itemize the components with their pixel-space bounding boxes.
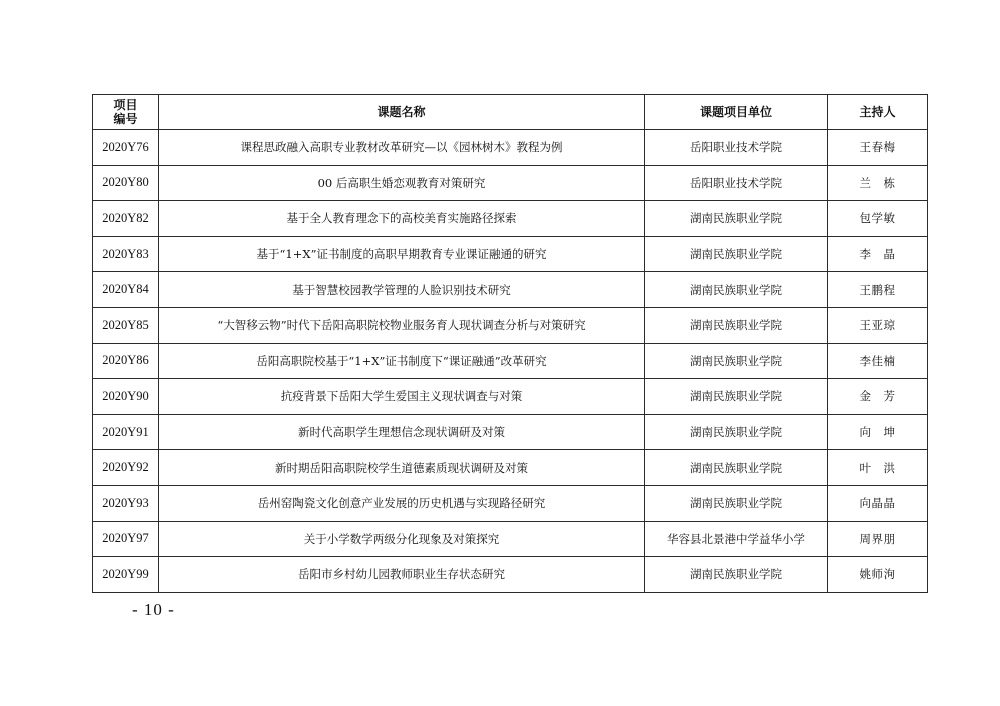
project-title: 基于全人教育理念下的高校美育实施路径探索 xyxy=(159,201,645,237)
table-body xyxy=(93,130,928,593)
project-unit: 湖南民族职业学院 xyxy=(645,236,828,272)
table-row xyxy=(93,414,928,450)
page-number: - 10 - xyxy=(132,600,175,619)
header-project-title: 课题名称 xyxy=(159,95,645,130)
project-unit: 湖南民族职业学院 xyxy=(645,272,828,308)
project-host: 兰 栋 xyxy=(828,165,928,201)
project-host: 向 坤 xyxy=(828,414,928,450)
project-title: 新时代高职学生理想信念现状调研及对策 xyxy=(159,414,645,450)
header-code-line1: 项目 xyxy=(113,98,138,112)
project-host: 包学敏 xyxy=(828,201,928,237)
table-row xyxy=(93,343,928,379)
header-project-unit: 课题项目单位 xyxy=(645,95,828,130)
project-code: 2020Y92 xyxy=(93,450,159,486)
project-unit: 湖南民族职业学院 xyxy=(645,201,828,237)
project-title: “大智移云物”时代下岳阳高职院校物业服务育人现状调查分析与对策研究 xyxy=(159,307,645,343)
project-code: 2020Y99 xyxy=(93,557,159,593)
project-host: 李 晶 xyxy=(828,236,928,272)
project-code: 2020Y86 xyxy=(93,343,159,379)
table-row xyxy=(93,165,928,201)
project-code: 2020Y80 xyxy=(93,165,159,201)
project-unit: 湖南民族职业学院 xyxy=(645,343,828,379)
project-unit: 湖南民族职业学院 xyxy=(645,450,828,486)
project-title: 关于小学数学两级分化现象及对策探究 xyxy=(159,521,645,557)
project-host: 姚师洵 xyxy=(828,557,928,593)
project-title: 基于“1+X”证书制度的高职早期教育专业课证融通的研究 xyxy=(159,236,645,272)
project-title: 抗疫背景下岳阳大学生爱国主义现状调查与对策 xyxy=(159,379,645,415)
project-code: 2020Y82 xyxy=(93,201,159,237)
project-host: 王春梅 xyxy=(828,130,928,166)
table-row xyxy=(93,272,928,308)
project-unit: 湖南民族职业学院 xyxy=(645,307,828,343)
project-table xyxy=(92,94,928,593)
project-title: 岳阳高职院校基于“1+X”证书制度下“课证融通”改革研究 xyxy=(159,343,645,379)
project-title: 岳州窑陶瓷文化创意产业发展的历史机遇与实现路径研究 xyxy=(159,485,645,521)
project-unit: 湖南民族职业学院 xyxy=(645,379,828,415)
project-unit: 湖南民族职业学院 xyxy=(645,485,828,521)
table-row xyxy=(93,485,928,521)
project-title: 课程思政融入高职专业教材改革研究—以《园林树木》教程为例 xyxy=(159,130,645,166)
project-code: 2020Y76 xyxy=(93,130,159,166)
project-unit: 湖南民族职业学院 xyxy=(645,557,828,593)
project-code: 2020Y93 xyxy=(93,485,159,521)
table-row xyxy=(93,521,928,557)
header-code-line2: 编号 xyxy=(113,112,138,126)
project-host: 王鹏程 xyxy=(828,272,928,308)
table-row xyxy=(93,201,928,237)
table-row xyxy=(93,307,928,343)
project-host: 向晶晶 xyxy=(828,485,928,521)
project-title: 岳阳市乡村幼儿园教师职业生存状态研究 xyxy=(159,557,645,593)
table-row xyxy=(93,236,928,272)
project-unit: 华容县北景港中学益华小学 xyxy=(645,521,828,557)
table-row xyxy=(93,130,928,166)
project-host: 周界朋 xyxy=(828,521,928,557)
table-row xyxy=(93,557,928,593)
project-title: 00 后高职生婚恋观教育对策研究 xyxy=(159,165,645,201)
project-host: 叶 洪 xyxy=(828,450,928,486)
header-project-code xyxy=(93,95,159,130)
project-code: 2020Y90 xyxy=(93,379,159,415)
project-host: 金 芳 xyxy=(828,379,928,415)
project-title: 新时期岳阳高职院校学生道德素质现状调研及对策 xyxy=(159,450,645,486)
project-code: 2020Y97 xyxy=(93,521,159,557)
project-code: 2020Y85 xyxy=(93,307,159,343)
project-unit: 岳阳职业技术学院 xyxy=(645,130,828,166)
project-code: 2020Y84 xyxy=(93,272,159,308)
header-project-host: 主持人 xyxy=(828,95,928,130)
project-unit: 岳阳职业技术学院 xyxy=(645,165,828,201)
project-code: 2020Y91 xyxy=(93,414,159,450)
project-code: 2020Y83 xyxy=(93,236,159,272)
table-header xyxy=(93,95,928,130)
project-unit: 湖南民族职业学院 xyxy=(645,414,828,450)
table-row xyxy=(93,379,928,415)
project-host: 李佳楠 xyxy=(828,343,928,379)
project-title: 基于智慧校园教学管理的人脸识别技术研究 xyxy=(159,272,645,308)
table-row xyxy=(93,450,928,486)
header-row xyxy=(93,95,928,130)
project-host: 王亚琼 xyxy=(828,307,928,343)
